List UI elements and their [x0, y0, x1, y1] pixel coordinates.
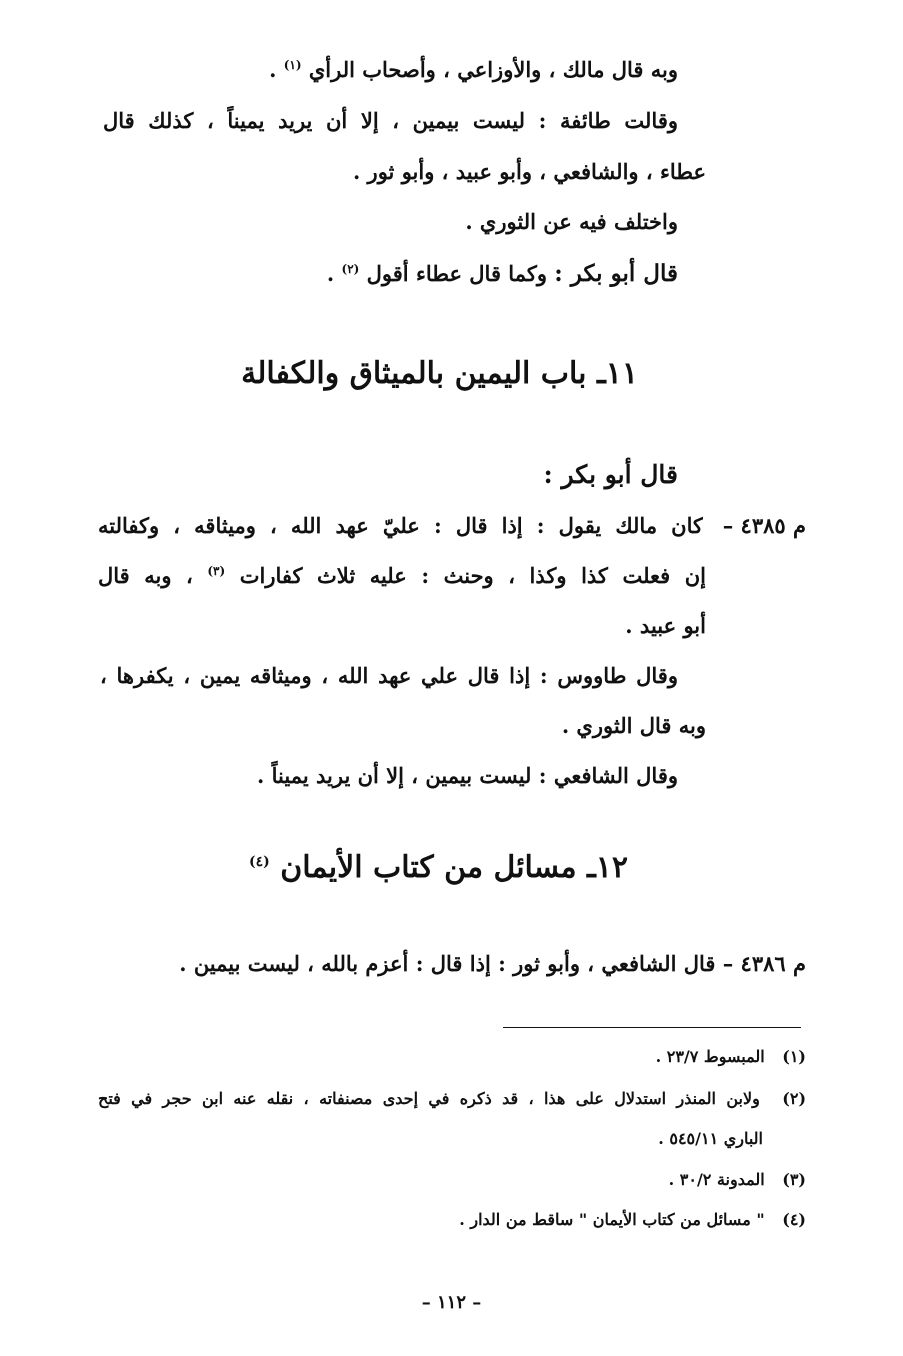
footnote-text: الباري ٥٤٥/١١ .	[658, 1129, 763, 1148]
text-span: .	[269, 57, 277, 82]
footnote-number: (٣)	[782, 1170, 806, 1189]
heading-text: ١٢ـ مسائل من كتاب الأيمان	[280, 850, 628, 885]
footnote-text: " مسائل من كتاب الأيمان " ساقط من الدار .	[459, 1210, 765, 1229]
footnote	[459, 1208, 806, 1232]
footnote-separator	[503, 1027, 801, 1028]
section-heading	[249, 848, 628, 888]
text-span: واختلف فيه عن الثوري .	[465, 209, 678, 234]
text-span: ، وبه قال	[98, 563, 193, 588]
footnote-marker: (١)	[283, 58, 302, 72]
entry-prefix	[723, 511, 806, 541]
text-span: وكما قال عطاء أقول	[366, 261, 547, 286]
speaker-label: قال أبو بكر :	[554, 260, 678, 287]
text-span: وقالت طائفة : ليست بيمين ، إلا أن يريد يميناً ، كذلك قال	[103, 108, 678, 133]
footnote-marker: (٣)	[207, 564, 226, 578]
footnote-text: ولابن المنذر استدلال على هذا ، قد ذكره في إحدى مصنفاته ، نقله عنه ابن حجر في فتح	[98, 1089, 760, 1108]
footnote	[669, 1168, 806, 1192]
footnote-continuation	[658, 1127, 763, 1151]
text-span: وقال الشافعي : ليست بيمين ، إلا أن يريد يميناً .	[257, 763, 678, 788]
text-span: قال الشافعي ، وأبو ثور : إذا قال : أعزم بالله ، ليست بيمين .	[179, 951, 716, 976]
text-line	[269, 55, 678, 85]
text-line	[625, 611, 706, 641]
text-line	[562, 711, 706, 741]
speaker-label: قال أبو بكر :	[543, 460, 678, 489]
text-line	[465, 207, 678, 237]
footnote-number: (١)	[782, 1047, 806, 1066]
footnote-number: (٤)	[782, 1210, 806, 1229]
text-line	[179, 949, 806, 979]
footnote	[656, 1045, 806, 1069]
footnote-text: المبسوط ٢٣/٧ .	[655, 1047, 765, 1066]
text-span: كان مالك يقول : إذا قال : عليّ عهد الله ، وميثاقه ، وكفالته	[98, 513, 703, 538]
footnote-marker: (٤)	[248, 854, 270, 870]
footnote-marker: (٢)	[341, 262, 360, 276]
text-line	[103, 106, 678, 136]
heading-text: ١١ـ باب اليمين بالميثاق والكفالة	[241, 356, 638, 391]
text-span: .	[326, 261, 335, 286]
text-line	[327, 259, 678, 289]
text-line	[257, 761, 678, 791]
text-span: وقال طاووس : إذا قال علي عهد الله ، وميثاقه يمين ، يكفرها ،	[100, 663, 678, 688]
section-heading	[241, 354, 638, 394]
page-number: – ١١٢ –	[421, 1292, 482, 1313]
text-span: عطاء ، والشافعي ، وأبو عبيد ، وأبو ثور .	[352, 159, 706, 184]
footnote	[98, 1087, 806, 1111]
text-span: أبو عبيد .	[625, 613, 706, 638]
footnote-number: (٢)	[782, 1089, 806, 1108]
text-span: وبه قال مالك ، والأوزاعي ، وأصحاب الرأي	[308, 57, 678, 82]
text-span: وبه قال الثوري .	[561, 713, 706, 738]
text-line	[98, 511, 703, 541]
text-line	[98, 561, 706, 591]
entry-number: م ٤٣٨٥ –	[722, 513, 806, 538]
footnote-text: المدونة ٣٠/٢ .	[668, 1170, 765, 1189]
text-line	[353, 157, 706, 187]
text-span: إن فعلت كذا وكذا ، وحنث : عليه ثلاث كفارات	[239, 563, 706, 588]
speaker-heading	[544, 458, 678, 492]
entry-number: م ٤٣٨٦ –	[722, 951, 806, 976]
text-line	[100, 661, 678, 691]
